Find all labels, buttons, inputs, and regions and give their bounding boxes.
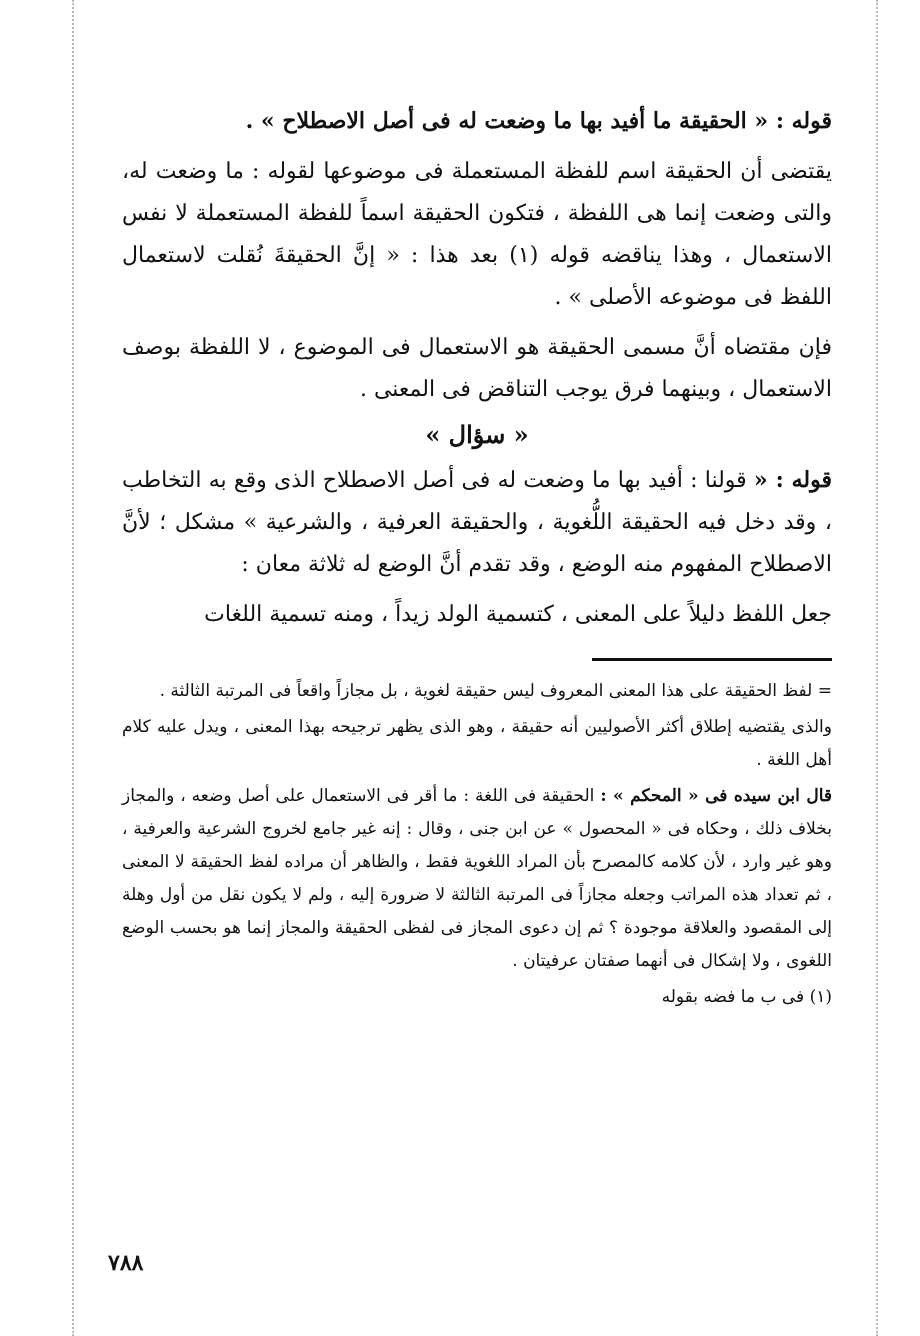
page-number: ٧٨٨ <box>108 1250 144 1276</box>
footnote-paragraph-3 <box>122 780 832 978</box>
paragraph-4 <box>122 459 832 586</box>
footnote-3-text: الحقيقة فى اللغة : ما أقر فى الاستعمال على أصل وضعه ، والمجاز بخلاف ذلك ، وحكاه فى « المحصول » عن ابن جنى ، وقال : إنه غير جامع لخروج الشرعية والعرفية ، وهو غير وارد ، لأن كلامه كالمصرح بأن المراد اللغوية فقط ، والظاهر أن مراده لفظ الحقيقة لا المعنى ، ثم تعداد هذه المراتب وجعله مجازاً فى المرتبة الثالثة لا ضرورة إليه ، ولم لا يكون نقل من أول وهلة إلى المقصود والعلاقة موجودة ؟ ثم إن دعوى المجاز فى لفظى الحقيقة والمجاز إنما هو بحسب الوضع اللغوى ، ولا إشكال فى أنهما صفتان عرفيتان . <box>122 786 832 971</box>
paragraph-1-lead: قوله : « <box>754 108 832 134</box>
paragraph-4-text: قولنا : أفيد بها ما وضعت له فى أصل الاصطلاح الذى وقع به التخاطب ، وقد دخل فيه الحقيقة اللُّغوية ، والحقيقة العرفية ، والشرعية » مشكل ؛ لأنَّ الاصطلاح المفهوم منه الوضع ، وقد تقدم أنَّ الوضع له ثلاثة معان : <box>122 468 832 577</box>
footnote-1: (١) فى ب ما فضه بقوله <box>661 987 832 1007</box>
footnote-3-lead: قال ابن سيده فى « المحكم » : <box>600 786 833 806</box>
paragraph-5: جعل اللفظ دليلاً على المعنى ، كتسمية الولد زيداً ، ومنه تسمية اللغات <box>204 602 832 627</box>
footnote-paragraph-2: والذى يقتضيه إطلاق أكثر الأصوليين أنه حقيقة ، وهو الذى يظهر ترجيحه بهذا المعنى ، ويدل عليه كلام أهل اللغة . <box>122 717 832 770</box>
scan-margin-right <box>876 0 878 1336</box>
footnote-continuation: = لفظ الحقيقة على هذا المعنى المعروف ليس حقيقة لغوية ، بل مجازاً واقعاً فى المرتبة الثالثة . <box>159 681 832 701</box>
page-body <box>122 100 832 1014</box>
paragraph-1-text: الحقيقة ما أفيد بها ما وضعت له فى أصل الاصطلاح » . <box>245 108 755 134</box>
paragraph-4-lead: قوله : « <box>753 467 832 493</box>
paragraph-2: يقتضى أن الحقيقة اسم للفظة المستعملة فى موضوعها لقوله : ما وضعت له، والتى وضعت إنما هى اللفظة ، فتكون الحقيقة اسماً للفظة المستعملة لا نفس الاستعمال ، وهذا يناقضه قوله (١) بعد هذا : « إنَّ الحقيقةَ نُقلت لاستعمال اللفظ فى موضوعه الأصلى » . <box>122 159 833 310</box>
paragraph-3: فإن مقتضاه أنَّ مسمى الحقيقة هو الاستعمال فى الموضوع ، لا اللفظة بوصف الاستعمال ، وبينهما فرق يوجب التناقض فى المعنى . <box>122 335 832 402</box>
section-heading: « سؤال » <box>425 420 529 449</box>
paragraph-1 <box>122 100 832 143</box>
scan-margin-left <box>72 0 74 1336</box>
footnote-divider <box>592 658 832 661</box>
